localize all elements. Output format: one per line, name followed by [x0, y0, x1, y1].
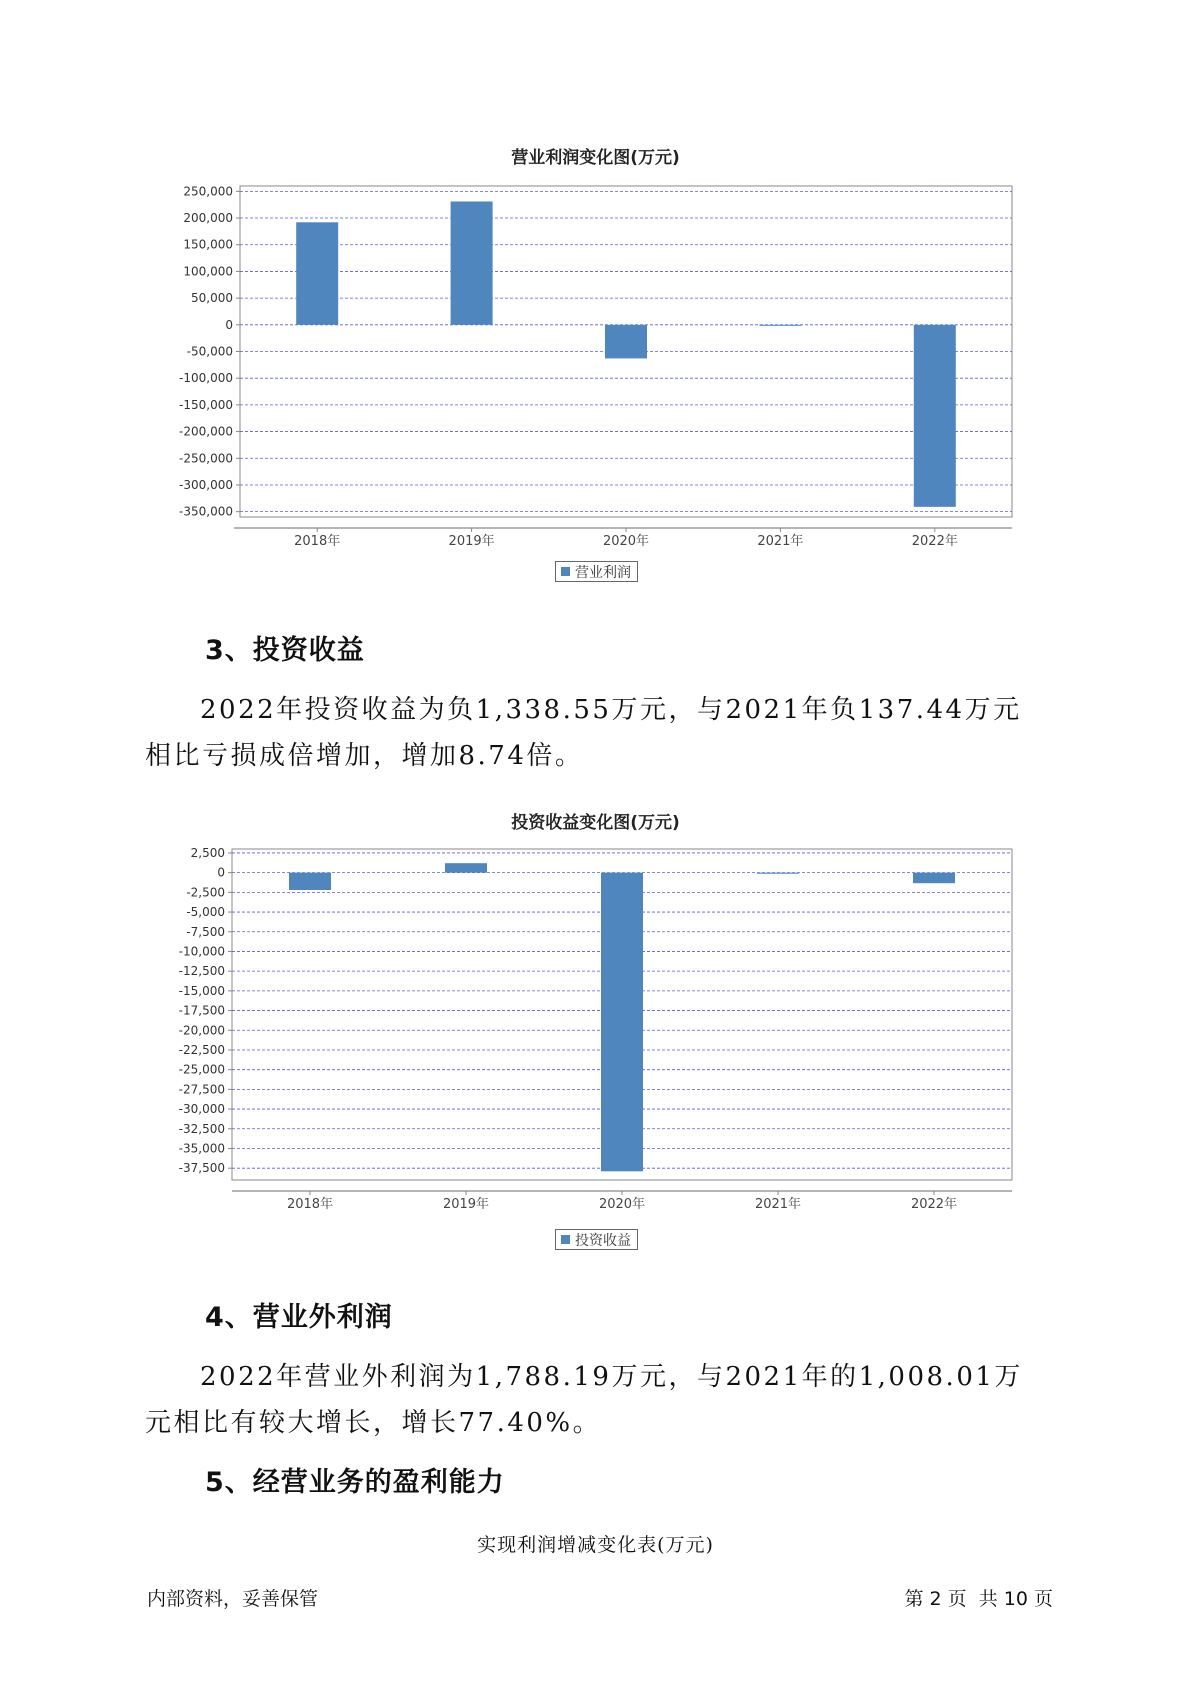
y-tick-label: -150,000: [179, 397, 233, 412]
y-tick-label: -32,500: [178, 1121, 225, 1136]
y-tick-label: -2,500: [186, 885, 225, 900]
y-tick-label: 0: [217, 865, 225, 880]
x-tick-label: 2018年: [294, 534, 341, 549]
x-tick-label: 2019年: [448, 534, 495, 549]
y-tick-label: -5,000: [186, 905, 225, 920]
x-tick-label: 2018年: [286, 1197, 334, 1212]
x-tick-label: 2019年: [442, 1197, 490, 1212]
y-tick-label: -100,000: [179, 371, 233, 386]
x-tick-label: 2022年: [911, 534, 958, 549]
y-tick-label: 2,500: [190, 845, 225, 860]
bar-2019年: [445, 863, 487, 872]
chart-2-legend: [555, 1229, 638, 1250]
y-tick-label: 150,000: [183, 237, 233, 252]
legend-swatch-icon: [561, 1235, 570, 1244]
section-4-paragraph: 2022年营业外利润为1,788.19万元，与2021年的1,008.01万元相比有较大增长，增长77.40%。: [145, 1362, 1023, 1438]
y-tick-label: 250,000: [183, 184, 233, 199]
y-tick-label: 100,000: [183, 264, 233, 279]
x-tick-label: 2021年: [757, 534, 804, 549]
section-4-heading: 4、营业外利润: [205, 1302, 393, 1333]
y-tick-label: 200,000: [183, 211, 233, 226]
bar-2018年: [289, 873, 331, 890]
y-tick-label: -25,000: [178, 1062, 225, 1077]
bar-2020年: [601, 873, 643, 1172]
bar-2022年: [913, 873, 955, 884]
y-tick-label: -20,000: [178, 1023, 225, 1038]
y-tick-label: -17,500: [178, 1003, 225, 1018]
y-tick-label: -300,000: [179, 477, 233, 492]
y-tick-label: -27,500: [178, 1082, 225, 1097]
y-tick-label: -15,000: [178, 983, 225, 998]
y-tick-label: -35,000: [178, 1141, 225, 1156]
section-5-heading: 5、经营业务的盈利能力: [205, 1467, 505, 1498]
x-tick-label: 2020年: [598, 1197, 646, 1212]
chart-1-title: 营业利润变化图(万元): [511, 148, 680, 168]
y-tick-label: 0: [225, 317, 233, 332]
y-tick-label: -30,000: [178, 1102, 225, 1117]
table-caption: 实现利润增减变化表(万元): [477, 1534, 714, 1556]
section-3-heading: 3、投资收益: [205, 635, 365, 666]
y-tick-label: 50,000: [191, 291, 233, 306]
y-tick-label: -10,000: [178, 944, 225, 959]
footer-confidential-note: 内部资料，妥善保管: [147, 1588, 319, 1610]
y-tick-label: -22,500: [178, 1042, 225, 1057]
x-tick-label: 2021年: [754, 1197, 802, 1212]
y-tick-label: -250,000: [179, 451, 233, 466]
y-tick-label: -7,500: [186, 924, 225, 939]
x-tick-label: 2022年: [910, 1197, 958, 1212]
y-tick-label: -12,500: [178, 964, 225, 979]
y-tick-label: -350,000: [179, 504, 233, 519]
y-tick-label: -50,000: [186, 344, 233, 359]
footer-page-number: 第 2 页 共 10 页: [904, 1588, 1053, 1610]
x-tick-label: 2020年: [602, 534, 650, 549]
chart-2-legend-label: 投资收益: [575, 1232, 631, 1249]
y-tick-label: -37,500: [178, 1161, 225, 1176]
bar-2021年: [757, 873, 799, 874]
section-3-paragraph: 2022年投资收益为负1,338.55万元，与2021年负137.44万元相比亏损成倍增加，增加8.74倍。: [145, 695, 1022, 771]
chart-2-title: 投资收益变化图(万元): [511, 813, 680, 833]
chart-1-legend-label: 营业利润: [575, 564, 631, 581]
y-tick-label: -200,000: [179, 424, 233, 439]
